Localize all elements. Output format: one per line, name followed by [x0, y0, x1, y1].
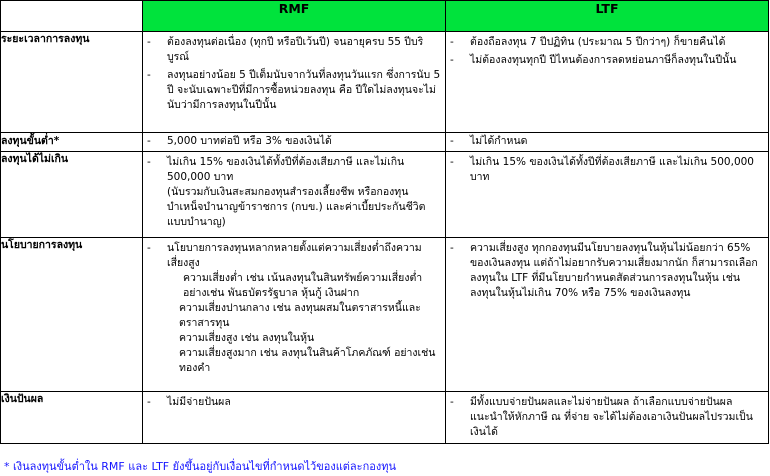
- cell-text: ไม่เกิน 15% ของเงินได้ทั้งปีที่ต้องเสียภาษี และไม่เกิน 500,000 บาท: [470, 156, 754, 183]
- cell-text: ต้องลงทุนต่อเนื่อง (ทุกปี หรือปีเว้นปี) จนอายุครบ 55 ปีบริบูรณ์: [167, 36, 424, 63]
- cell-text: ไม่ได้กำหนด: [470, 135, 528, 147]
- cell-text: ไม่ต้องลงทุนทุกปี ปีไหนต้องการลดหย่อนภาษีก็ลงทุนในปีนั้น: [470, 54, 737, 66]
- header-blank-cell: [1, 1, 143, 32]
- dash-marker: -: [147, 135, 151, 147]
- bullet-item: [143, 238, 445, 378]
- row-label: ลงทุนขั้นต่ำ*: [1, 133, 143, 152]
- bullet-item: [446, 238, 768, 303]
- rmf-cell: [143, 238, 446, 392]
- ltf-cell: [446, 238, 769, 392]
- cell-text: นโยบายการลงทุนหลากหลายตั้งแต่ความเสี่ยงต่ำถึงความเสี่ยงสูง: [167, 242, 422, 269]
- cell-text: ต้องถือลงทุน 7 ปีปฏิทิน (ประมาณ 5 ปีกว่าๆ) ก็ขายคืนได้: [470, 36, 726, 48]
- risk-level-very-high: ความเสี่ยงสูงมาก เช่น ลงทุนในสินค้าโภคภัณฑ์ อย่างเช่น ทองคำ: [179, 347, 436, 374]
- ltf-cell: [446, 152, 769, 238]
- risk-level-medium: ความเสี่ยงปานกลาง เช่น ลงทุนผสมในตราสารหนี้และตราสารทุน: [179, 302, 421, 329]
- bullet-item: [143, 392, 445, 412]
- dash-marker: -: [450, 156, 454, 168]
- row-investment-policy: [1, 238, 769, 392]
- dash-marker: -: [450, 36, 454, 48]
- rmf-cell: [143, 32, 446, 133]
- cell-note: (นับรวมกับเงินสะสมกองทุนสำรองเลี้ยงชีพ หรือกองทุนบำเหน็จบำนาญข้าราชการ (กบข.) และค่าเบี้ยประกันชีวิตแบบบำนาญ): [167, 186, 426, 228]
- cell-text: ไม่มีจ่ายปันผล: [167, 396, 231, 408]
- cell-text: ความเสี่ยงสูง ทุกกองทุนมีนโยบายลงทุนในหุ้นไม่น้อยกว่า 65% ของเงินลงทุน แต่ถ้าไม่อยากรับความเสี่ยงมากนัก ก็สามารถเลือกลงทุนใน LTF ที่มีนโยบายกำหนดสัดส่วนการลงทุนในหุ้น เช่น ลงทุนในหุ้นไม่เกิน 70% หรือ 75% ของเงินลงทุน: [470, 242, 758, 299]
- row-label: ลงทุนได้ไม่เกิน: [1, 152, 143, 238]
- cell-text: 5,000 บาทต่อปี หรือ 3% ของเงินได้: [167, 135, 332, 147]
- header-ltf: LTF: [446, 1, 769, 32]
- dash-marker: -: [450, 54, 454, 66]
- dash-marker: -: [147, 396, 151, 408]
- bullet-item: [446, 152, 768, 187]
- ltf-cell: [446, 392, 769, 444]
- bullet-item: [143, 133, 445, 151]
- bullet-item: [143, 32, 445, 67]
- cell-text: ลงทุนอย่างน้อย 5 ปีเต็มนับจากวันที่ลงทุนวันแรก ซึ่งการนับ 5 ปี จะนับเฉพาะปีที่มีการซื้อหน่วยลงทุน คือ ปีใดไม่ลงทุนจะไม่นับว่ามีการลงทุนในปีนั้น: [167, 69, 441, 111]
- row-label: เงินปันผล: [1, 392, 143, 444]
- dash-marker: -: [147, 69, 151, 81]
- bullet-item: [446, 392, 768, 442]
- risk-level-high: ความเสี่ยงสูง เช่น ลงทุนในหุ้น: [179, 332, 315, 344]
- dash-marker: -: [147, 36, 151, 48]
- header-row: [1, 1, 769, 32]
- row-maximum-investment: [1, 152, 769, 238]
- row-investment-period: [1, 32, 769, 133]
- row-minimum-investment: [1, 133, 769, 152]
- dash-marker: -: [450, 396, 454, 408]
- bullet-item: [446, 52, 768, 70]
- dash-marker: -: [147, 242, 151, 254]
- header-rmf: RMF: [143, 1, 446, 32]
- rmf-cell: [143, 133, 446, 152]
- ltf-cell: [446, 133, 769, 152]
- row-label: ระยะเวลาการลงทุน: [1, 32, 143, 133]
- dash-marker: -: [147, 156, 151, 168]
- bullet-item: [446, 32, 768, 52]
- bullet-item: [143, 67, 445, 115]
- row-label: นโยบายการลงทุน: [1, 238, 143, 392]
- row-dividend: [1, 392, 769, 444]
- risk-level-low: ความเสี่ยงต่ำ เช่น เน้นลงทุนในสินทรัพย์ความเสี่ยงต่ำ อย่างเช่น พันธบัตรรัฐบาล หุ้นกู้ เงินฝาก: [183, 272, 423, 299]
- cell-text: มีทั้งแบบจ่ายปันผลและไม่จ่ายปันผล ถ้าเลือกแบบจ่ายปันผล แนะนำให้หักภาษี ณ ที่จ่าย จะได้ไม่ต้องเอาเงินปันผลไปรวมเป็นเงินได้: [470, 396, 753, 438]
- dash-marker: -: [450, 242, 454, 254]
- bullet-item: [446, 133, 768, 151]
- bullet-item: [143, 152, 445, 232]
- cell-text: ไม่เกิน 15% ของเงินได้ทั้งปีที่ต้องเสียภาษี และไม่เกิน 500,000 บาท: [167, 156, 405, 183]
- dash-marker: -: [450, 135, 454, 147]
- rmf-cell: [143, 392, 446, 444]
- ltf-cell: [446, 32, 769, 133]
- rmf-cell: [143, 152, 446, 238]
- footnote: * เงินลงทุนขั้นต่ำใน RMF และ LTF ยังขึ้นอยู่กับเงื่อนไขที่กำหนดไว้ของแต่ละกองทุน: [4, 460, 396, 473]
